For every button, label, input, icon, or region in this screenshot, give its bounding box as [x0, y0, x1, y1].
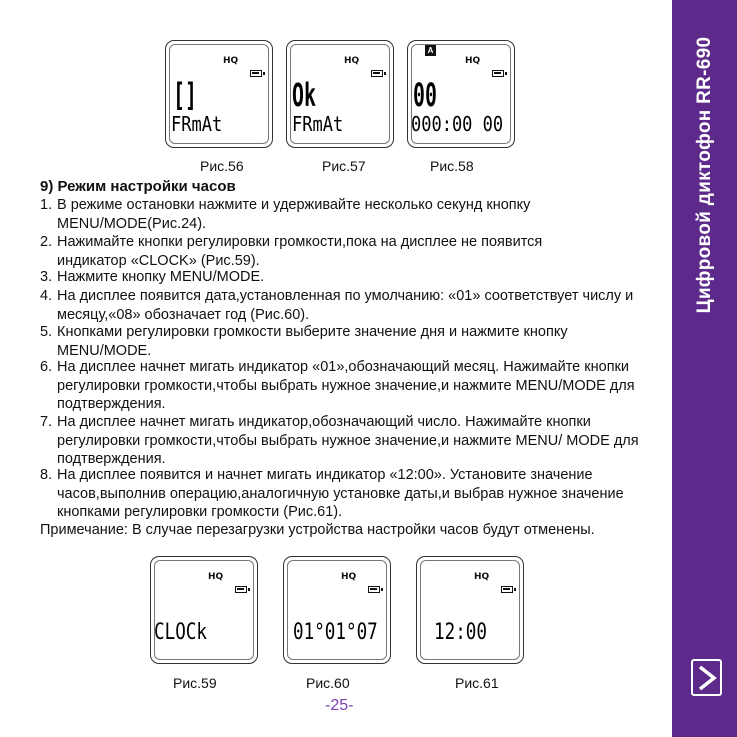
lcd-line2: FRmAt	[171, 112, 223, 136]
section-heading: 9) Режим настройки часов	[40, 178, 236, 195]
note: Примечание: В случае перезагрузки устройства настройки часов будут отменены.	[40, 522, 595, 538]
list-item: 2. Нажимайте кнопки регулировки громкости,пока на дисплее не появится индикатор «CLOCK» (Рис.59).	[40, 234, 543, 269]
lcd-figure-58	[407, 40, 517, 150]
hq-indicator: HQ	[223, 56, 239, 66]
figure-caption: Рис.57	[322, 158, 366, 174]
battery-icon	[235, 586, 247, 593]
lcd-figure-61	[416, 556, 526, 666]
battery-icon	[492, 70, 504, 77]
next-page-button[interactable]	[691, 659, 722, 696]
list-item: 1. В режиме остановки нажмите и удерживайте несколько секунд кнопку MENU/MODE(Рис.24).	[40, 197, 531, 232]
hq-indicator: HQ	[341, 572, 357, 582]
lcd-display: 12:00	[434, 620, 487, 645]
side-title	[672, 0, 737, 737]
hq-indicator: HQ	[465, 56, 481, 66]
list-item: 6. На дисплее начнет мигать индикатор «01»,обозначающий месяц. Нажимайте кнопки регулировки громкости,чтобы выбрать нужное значение,и нажмите MENU/MODE для подтверждения.	[40, 359, 635, 412]
list-item: 7. На дисплее начнет мигать индикатор,обозначающий число. Нажимайте кнопки регулировки громкости,чтобы выбрать нужное значение,и нажмите MENU/ MODE для подтверждения.	[40, 414, 639, 467]
list-item: 3. Нажмите кнопку MENU/MODE.	[40, 269, 265, 285]
lcd-line1: []	[173, 76, 197, 114]
lcd-line1: 00	[413, 76, 437, 114]
hq-indicator: HQ	[208, 572, 224, 582]
lcd-line2: 000:00 00	[411, 112, 504, 136]
figure-caption: Рис.59	[173, 675, 217, 691]
figure-caption: Рис.56	[200, 158, 244, 174]
lcd-figure-59	[150, 556, 260, 666]
list-item: 8. На дисплее появится и начнет мигать индикатор «12:00». Установите значение часов,выполнив операцию,аналогичную установке даты,и выбрав нужное значение кнопками регулировки громкости (Рис.61).	[40, 467, 624, 520]
lcd-display: 01°01°07	[293, 620, 378, 645]
page-number: -25-	[325, 697, 354, 714]
side-title-text: Цифровой диктофон RR-690	[693, 36, 715, 314]
chevron-right-icon	[696, 665, 718, 691]
lcd-figure-57	[286, 40, 396, 150]
figure-caption: Рис.61	[455, 675, 499, 691]
list-item: 5. Кнопками регулировки громкости выберите значение дня и нажмите кнопку MENU/MODE.	[40, 324, 568, 359]
a-indicator-icon: A	[425, 45, 436, 56]
battery-icon	[501, 586, 513, 593]
battery-icon	[368, 586, 380, 593]
lcd-line2: FRmAt	[292, 112, 344, 136]
lcd-figure-60	[283, 556, 393, 666]
lcd-display: CLOCk	[154, 620, 207, 645]
lcd-line1: Ok	[292, 76, 316, 114]
list-item: 4. На дисплее появится дата,установленная по умолчанию: «01» соответствует числу и месяцу,«08» обозначает год (Рис.60).	[40, 288, 634, 323]
figure-caption: Рис.60	[306, 675, 350, 691]
hq-indicator: HQ	[474, 572, 490, 582]
battery-icon	[371, 70, 383, 77]
hq-indicator: HQ	[344, 56, 360, 66]
lcd-figure-56	[165, 40, 275, 150]
battery-icon	[250, 70, 262, 77]
figure-caption: Рис.58	[430, 158, 474, 174]
